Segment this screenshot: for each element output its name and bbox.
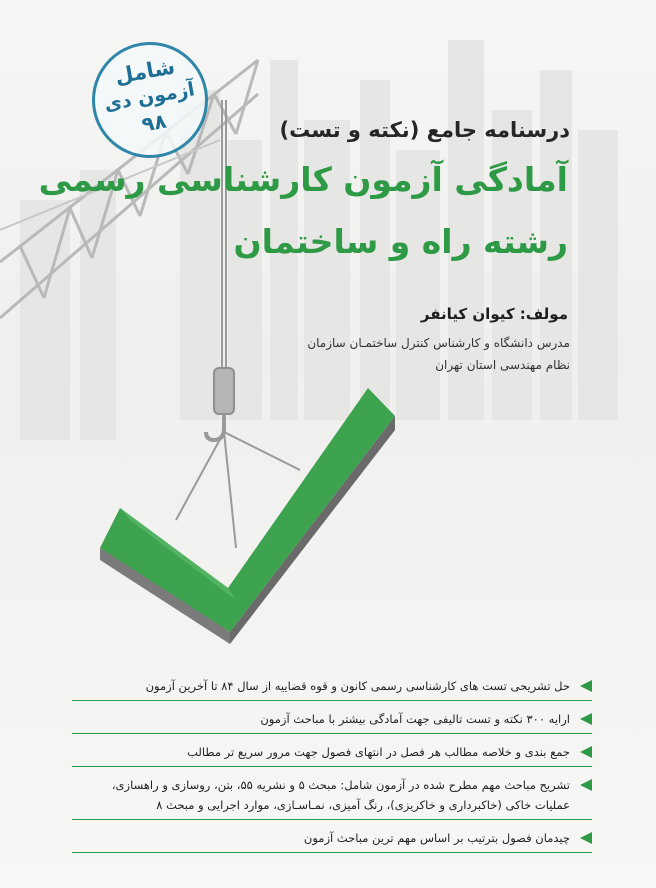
feature-text: چیدمان فصول بترتیب بر اساس مهم ترین مباحث آزمون [303, 831, 570, 845]
green-checkmark-icon [100, 388, 395, 644]
bullet-arrow-icon [580, 680, 592, 692]
feature-item [72, 775, 592, 820]
bullet-arrow-icon [580, 832, 592, 844]
feature-item [72, 742, 592, 767]
feature-text-continued: عملیات خاکی (خاکبرداری و خاکریزی)، رنگ آمیزی، نمـاسـازی، موارد اجرایی و مبحث ۸ [156, 798, 570, 812]
feature-item [72, 676, 592, 701]
author-line: مولف: کیوان کیانفر [420, 305, 568, 323]
bullet-arrow-icon [580, 713, 592, 725]
bullet-arrow-icon [580, 779, 592, 791]
feature-text: تشریح مباحث مهم مطرح شده در آزمون شامل: مبحث ۵ و نشریه ۵۵، بتن، روسازی و راهسازی، [111, 778, 570, 792]
feature-text: ارایه ۳۰۰ نکته و تست تالیفی جهت آمادگی بیشتر با مباحث آزمون [260, 712, 570, 726]
series-title: درسنامه جامع (نکته و تست) [279, 118, 570, 142]
feature-list [72, 676, 592, 861]
feature-item [72, 709, 592, 734]
bullet-arrow-icon [580, 746, 592, 758]
affiliation-line-1: مدرس دانشگاه و کارشناس کنترل ساختمـان سازمان [307, 336, 570, 350]
feature-item [72, 828, 592, 853]
badge-line-3: ۹۸ [139, 108, 169, 137]
affiliation-line-2: نظام مهندسی استان تهران [435, 358, 570, 372]
feature-text: حل تشریحی تست های کارشناسی رسمی کانون و قوه قضاییه از سال ۸۴ تا آخرین آزمون [145, 679, 570, 693]
main-title: آمادگی آزمون کارشناسی رسمی [38, 160, 568, 199]
feature-text: جمع بندی و خلاصه مطالب هر فصل در انتهای فصول جهت مرور سریع تر مطالب [187, 745, 570, 759]
badge-line-1: شامل [113, 54, 177, 89]
badge-line-2: آزمون دی [102, 78, 197, 116]
sub-title: رشته راه و ساختمان [233, 222, 568, 261]
